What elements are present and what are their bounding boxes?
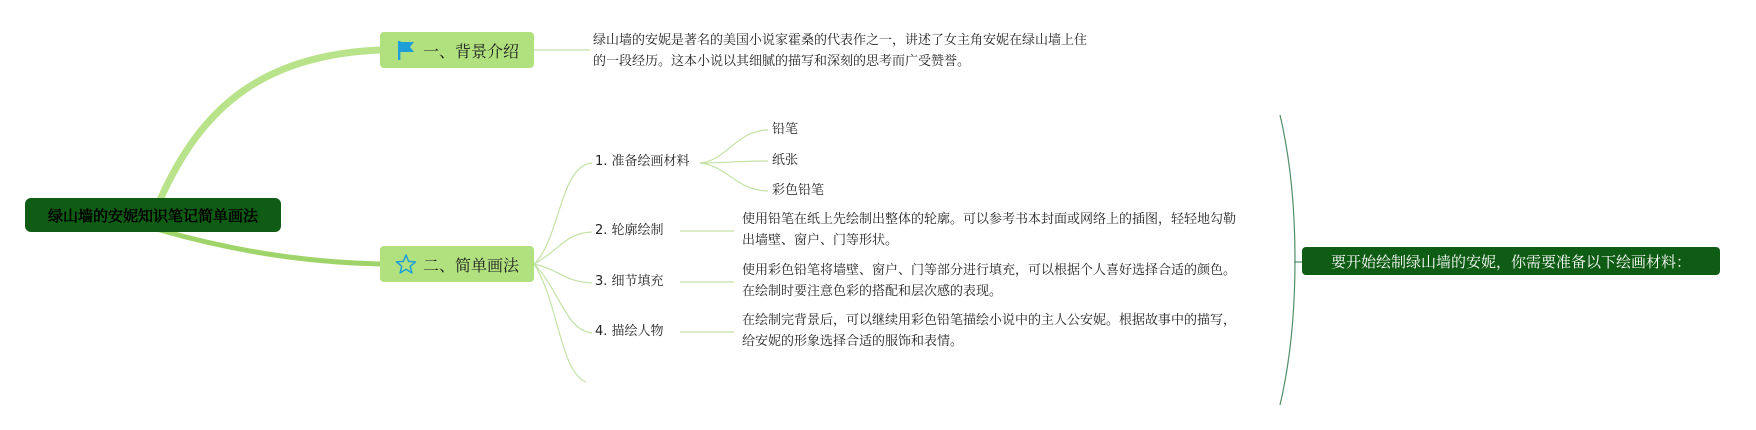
flag-icon (395, 39, 417, 61)
branch-background[interactable] (380, 32, 534, 68)
summary-brace (1280, 115, 1295, 405)
connector-item-pencil (700, 130, 768, 163)
item-pencil[interactable]: 铅笔 (772, 122, 799, 137)
step-outline-detail: 使用铅笔在纸上先绘制出整体的轮廓。可以参考书本封面或网络上的插图，轻轻地勾勒出墙壁、窗户、门等形状。 (742, 212, 1237, 248)
connector-step1 (534, 163, 592, 264)
root-topic[interactable] (25, 198, 281, 232)
star-icon (395, 253, 417, 275)
step-fill-details[interactable]: 3. 细节填充 (595, 274, 664, 289)
step-draw-character[interactable]: 4. 描绘人物 (595, 324, 664, 339)
connector-item-colorpencil (700, 163, 768, 191)
background-detail: 绿山墙的安妮是著名的美国小说家霍桑的代表作之一，讲述了女主角安妮在绿山墙上住的一段经历。这本小说以其细腻的描写和深刻的思考而广受赞誉。 (593, 33, 1088, 69)
branch-drawing-method-label: 二、简单画法 (422, 255, 519, 275)
connector-step2 (534, 232, 592, 264)
step-outline[interactable]: 2. 轮廓绘制 (595, 223, 664, 238)
step-prepare-materials[interactable]: 1. 准备绘画材料 (595, 154, 690, 169)
connector-root-to-branch-2 (160, 230, 380, 264)
branch-background-label: 一、背景介绍 (422, 41, 519, 61)
item-color-pencil[interactable]: 彩色铅笔 (772, 183, 825, 198)
connector-root-to-branch-1 (160, 50, 380, 200)
step-draw-character-detail: 在绘制完背景后，可以继续用彩色铅笔描绘小说中的主人公安妮。根据故事中的描写，给安妮的形象选择合适的服饰和表情。 (742, 313, 1237, 349)
summary-label: 要开始绘制绿山墙的安妮，你需要准备以下绘画材料： (1330, 252, 1691, 271)
connector-step4 (534, 264, 592, 333)
step-fill-details-detail: 使用彩色铅笔将墙壁、窗户、门等部分进行填充，可以根据个人喜好选择合适的颜色。在绘制时要注意色彩的搭配和层次感的表现。 (742, 263, 1237, 299)
connector-item-paper (700, 161, 768, 163)
item-paper[interactable]: 纸张 (772, 153, 799, 168)
root-topic-label: 绿山墙的安妮知识笔记简单画法 (47, 206, 258, 225)
summary-box[interactable] (1302, 247, 1720, 275)
branch-drawing-method[interactable] (380, 246, 534, 282)
